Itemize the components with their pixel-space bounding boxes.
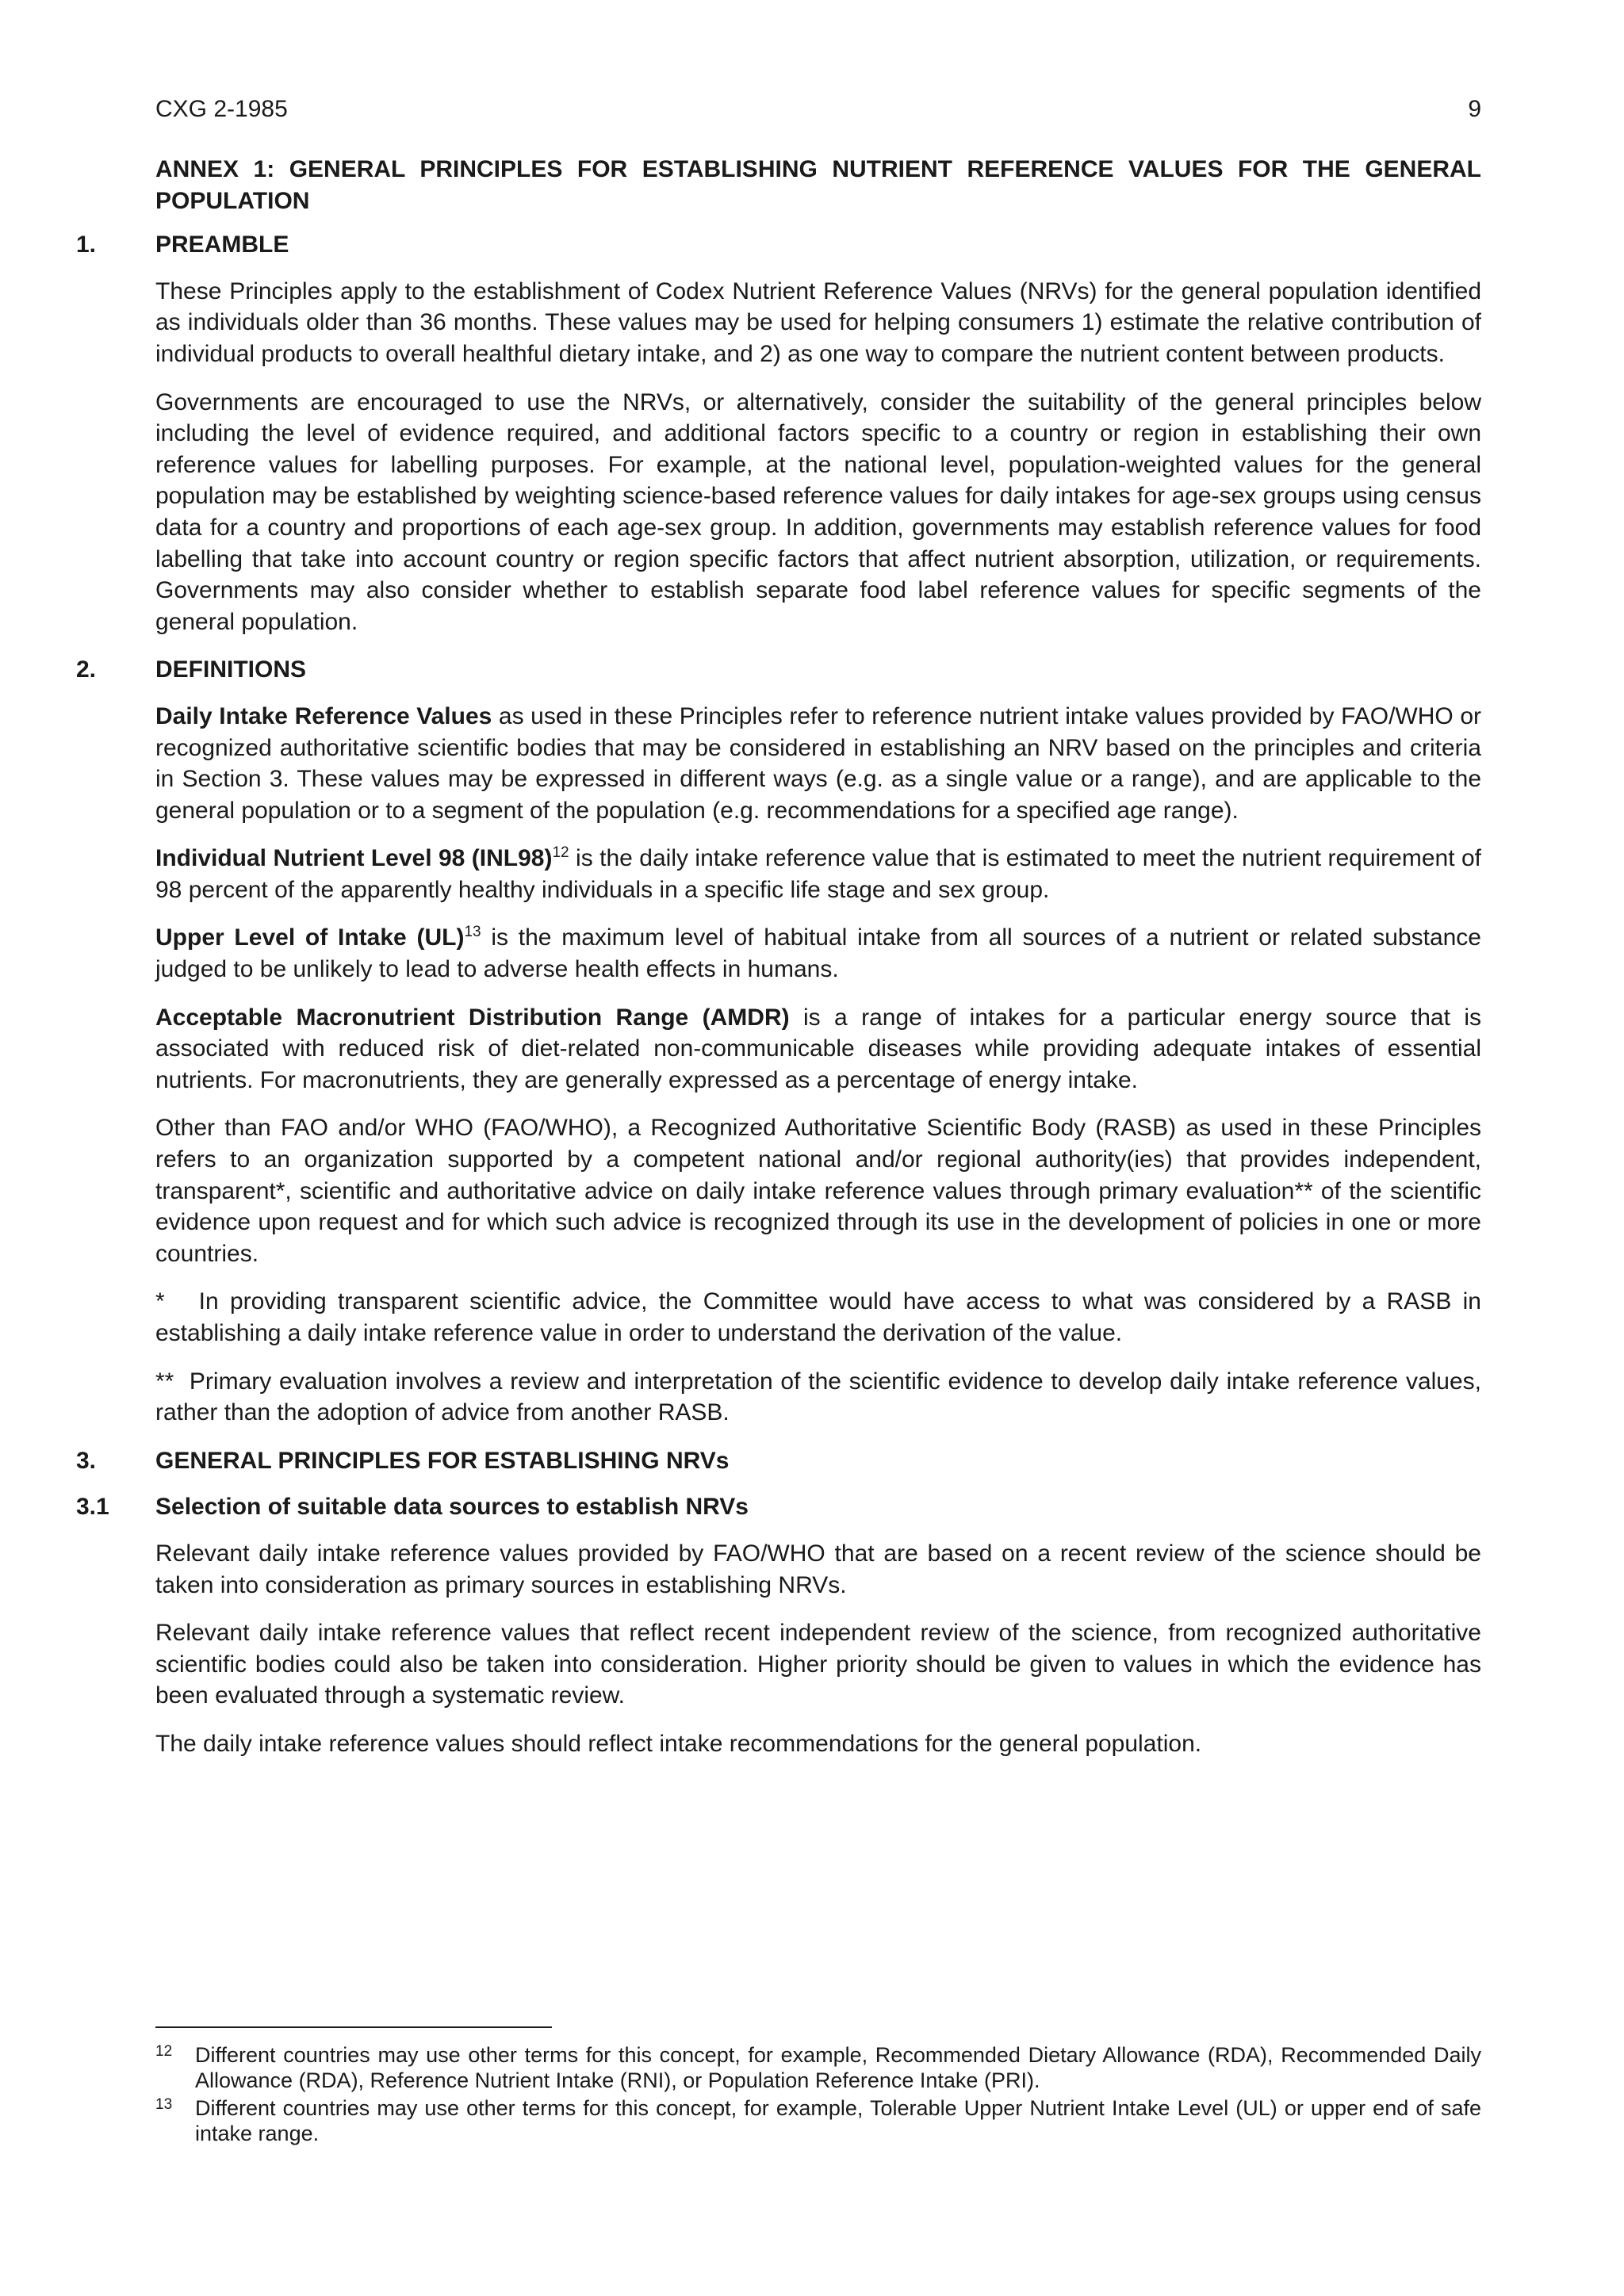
page-number: 9 xyxy=(1468,96,1481,122)
subsection-number: 3.1 xyxy=(76,1494,109,1521)
definition-note-transparent: * In providing transparent scientific advice, the Committee would have access to what was considered by a RASB in establishing a daily intake reference value in order to understand the derivation of the value. xyxy=(155,1288,1488,1346)
defined-term: Individual Nutrient Level 98 (INL98) xyxy=(155,845,553,872)
footnote-text: Different countries may use other terms for this concept, for example, Recommended Dietary Allowance (RDA), Recommended Daily Allowance (RDA), Reference Nutrient Intake (RNI), or Population Reference Intake (PRI). xyxy=(195,2043,1481,2092)
defined-term: Acceptable Macronutrient Distribution Range (AMDR) xyxy=(155,1004,790,1031)
document-code: CXG 2-1985 xyxy=(155,96,288,122)
section-heading-definitions xyxy=(76,654,1481,686)
definition-rasb: Other than FAO and/or WHO (FAO/WHO), a Recognized Authoritative Scientific Body (RASB) as used in these Principles refers to an organization supported by a competent national and/or regional authority(ies) that provides independent, transparent*, scientific and authoritative advice on daily intake reference values through primary evaluation** of the scientific evidence upon request and for which such advice is recognized through its use in the development of policies in one or more countries. xyxy=(155,1115,1481,1267)
section-heading-preamble xyxy=(76,229,1481,261)
definition-inl98 xyxy=(155,843,1481,905)
running-header xyxy=(155,95,1481,124)
footnote-mark: 12 xyxy=(155,2043,173,2060)
section-title: DEFINITIONS xyxy=(155,656,307,683)
definition-daily-intake-reference-values xyxy=(155,701,1481,826)
data-sources-paragraph-2: Relevant daily intake reference values that reflect recent independent review of the science, from recognized authoritative scientific bodies could also be taken into consideration. Higher priority should be given to values in which the evidence has been evaluated through a systematic review. xyxy=(155,1620,1481,1709)
definition-amdr xyxy=(155,1002,1481,1096)
data-sources-paragraph-3: The daily intake reference values should reflect intake recommendations for the general population. xyxy=(155,1730,1202,1757)
definition-text: is the daily intake reference value that is estimated to meet the nutrient requirement of 98 percent of the apparently healthy individuals in a specific life stage and sex group. xyxy=(155,845,1481,903)
preamble-paragraph-2: Governments are encouraged to use the NRVs, or alternatively, consider the suitability of the general principles below including the level of evidence required, and additional factors specific to a country or region in establishing their own reference values for labelling purposes. For example, at the national level, population-weighted values for the general population may be established by weighting science-based reference values for daily intakes for age-sex groups using census data for a country and proportions of each age-sex group. In addition, governments may establish reference values for food labelling that take into account country or region specific factors that affect nutrient absorption, utilization, or requirements. Governments may also consider whether to establish separate food label reference values for specific segments of the general population. xyxy=(155,388,1481,635)
footnote-12 xyxy=(155,2042,1481,2093)
subsection-title: Selection of suitable data sources to establish NRVs xyxy=(155,1494,749,1521)
section-title: PREAMBLE xyxy=(155,232,289,258)
footnote-text: Different countries may use other terms for this concept, for example, Tolerable Upper Nutrient Intake Level (UL) or upper end of safe intake range. xyxy=(195,2096,1481,2145)
footnote-separator xyxy=(155,2026,552,2028)
preamble-paragraph-1: These Principles apply to the establishment of Codex Nutrient Reference Values (NRVs) for the general population identified as individuals older than 36 months. These values may be used for helping consumers 1) estimate the relative contribution of individual products to overall healthful dietary intake, and 2) as one way to compare the nutrient content between products. xyxy=(155,277,1481,367)
footnote-reference: 13 xyxy=(464,924,481,941)
definition-text: is the maximum level of habitual intake from all sources of a nutrient or related substance judged to be unlikely to lead to adverse health effects in humans. xyxy=(155,924,1481,983)
main-content xyxy=(76,154,1488,1777)
footnote-mark: 13 xyxy=(155,2096,173,2113)
footnote-reference: 12 xyxy=(552,844,569,862)
definition-upper-level xyxy=(155,922,1481,985)
section-heading-general-principles xyxy=(76,1445,1481,1477)
definition-text: is a range of intakes for a particular energy source that is associated with reduced risk of diet-related non-communicable diseases while providing adequate intakes of essential nutrients. For macronutrients, they are generally expressed as a percentage of energy intake. xyxy=(155,1004,1482,1093)
subsection-heading-data-sources xyxy=(76,1491,1481,1523)
defined-term: Upper Level of Intake (UL) xyxy=(155,924,465,951)
footnotes xyxy=(155,2042,1481,2149)
defined-term: Daily Intake Reference Values xyxy=(155,702,492,729)
data-sources-paragraph-1: Relevant daily intake reference values provided by FAO/WHO that are based on a recent review of the science should be taken into consideration as primary sources in establishing NRVs. xyxy=(155,1540,1481,1598)
footnote-13 xyxy=(155,2095,1481,2146)
section-title: GENERAL PRINCIPLES FOR ESTABLISHING NRVs xyxy=(155,1447,730,1474)
section-number: 2. xyxy=(76,656,97,683)
definition-text: as used in these Principles refer to reference nutrient intake values provided by FAO/WHO or recognized authoritative scientific bodies that may be considered in establishing an NRV based on the principles and criteria in Section 3. These values may be expressed in different ways (e.g. as a single value or a range), and are applicable to the general population or to a segment of the population (e.g. recommendations for a specified age range). xyxy=(155,702,1481,824)
annex-title: ANNEX 1: GENERAL PRINCIPLES FOR ESTABLISHING NUTRIENT REFERENCE VALUES FOR THE GENERAL POPULATION xyxy=(155,156,1481,214)
section-number: 3. xyxy=(76,1447,97,1474)
definition-note-primary-evaluation: ** Primary evaluation involves a review and interpretation of the scientific evidence to develop daily intake reference values, rather than the adoption of advice from another RASB. xyxy=(155,1368,1488,1426)
section-number: 1. xyxy=(76,232,97,258)
